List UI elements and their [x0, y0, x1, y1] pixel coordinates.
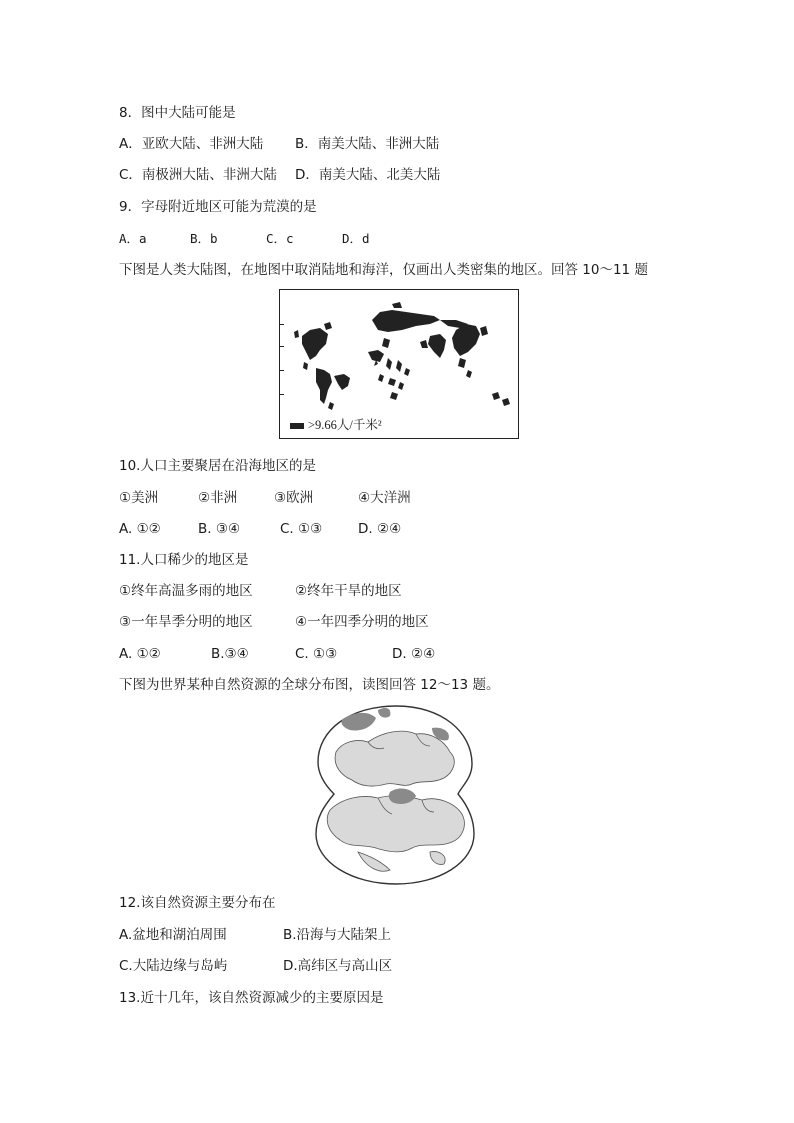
q12-option-c: C.大陆边缘与岛屿	[119, 958, 228, 974]
q8-option-a: A．亚欧大陆、非洲大陆	[119, 136, 264, 152]
q11-item-1: ①终年高温多雨的地区	[119, 583, 253, 599]
q12-option-d: D.高纬区与高山区	[283, 958, 393, 974]
q9-option-a: A．a	[119, 231, 147, 246]
q11-item-4: ④一年四季分明的地区	[295, 614, 429, 630]
population-density-map	[279, 289, 519, 439]
q12-stem: 12.该自然资源主要分布在	[119, 895, 276, 911]
q10-option-a: A. ①②	[119, 521, 161, 537]
q11-option-d: D. ②④	[392, 646, 436, 662]
q11-stem: 11.人口稀少的地区是	[119, 552, 249, 568]
q11-option-b: B.③④	[211, 646, 249, 662]
q8-stem: 8．图中大陆可能是	[119, 105, 236, 121]
q10-item-2: ②非洲	[198, 490, 238, 506]
q10-option-d: D. ②④	[358, 521, 402, 537]
population-map-graphic	[280, 290, 517, 437]
q8-option-c: C．南极洲大陆、非洲大陆	[119, 167, 277, 183]
q10-item-3: ③欧洲	[274, 490, 314, 506]
q9-option-b: B．b	[190, 231, 218, 246]
q9-option-d: D．d	[342, 231, 370, 246]
q10-option-c: C. ①③	[280, 521, 323, 537]
q10-item-1: ①美洲	[119, 490, 159, 506]
legend-label: >9.66人/千米²	[308, 418, 382, 432]
map-legend	[290, 418, 382, 432]
resource-distribution-map	[312, 702, 480, 886]
q10-option-b: B. ③④	[198, 521, 241, 537]
intro-10-11: 下图是人类大陆图，在地图中取消陆地和海洋，仅画出人类密集的地区。回答 10～11 题	[119, 262, 648, 278]
q12-option-b: B.沿海与大陆架上	[283, 927, 392, 943]
resource-map-graphic	[312, 702, 480, 886]
q11-item-2: ②终年干旱的地区	[295, 583, 402, 599]
q10-item-4: ④大洋洲	[358, 490, 411, 506]
q11-item-3: ③一年旱季分明的地区	[119, 614, 253, 630]
q11-option-c: C. ①③	[295, 646, 338, 662]
q11-option-a: A. ①②	[119, 646, 161, 662]
q12-option-a: A.盆地和湖泊周围	[119, 927, 227, 943]
q13-stem: 13.近十几年，该自然资源减少的主要原因是	[119, 990, 384, 1006]
q8-option-b: B．南美大陆、非洲大陆	[295, 136, 440, 152]
q10-stem: 10.人口主要聚居在沿海地区的是	[119, 458, 316, 474]
q9-stem: 9．字母附近地区可能为荒漠的是	[119, 199, 317, 215]
q9-option-c: C．c	[266, 231, 294, 246]
intro-12-13: 下图为世界某种自然资源的全球分布图，读图回答 12～13 题。	[119, 677, 500, 693]
q8-option-d: D．南美大陆、北美大陆	[295, 167, 441, 183]
legend-swatch	[290, 423, 304, 429]
